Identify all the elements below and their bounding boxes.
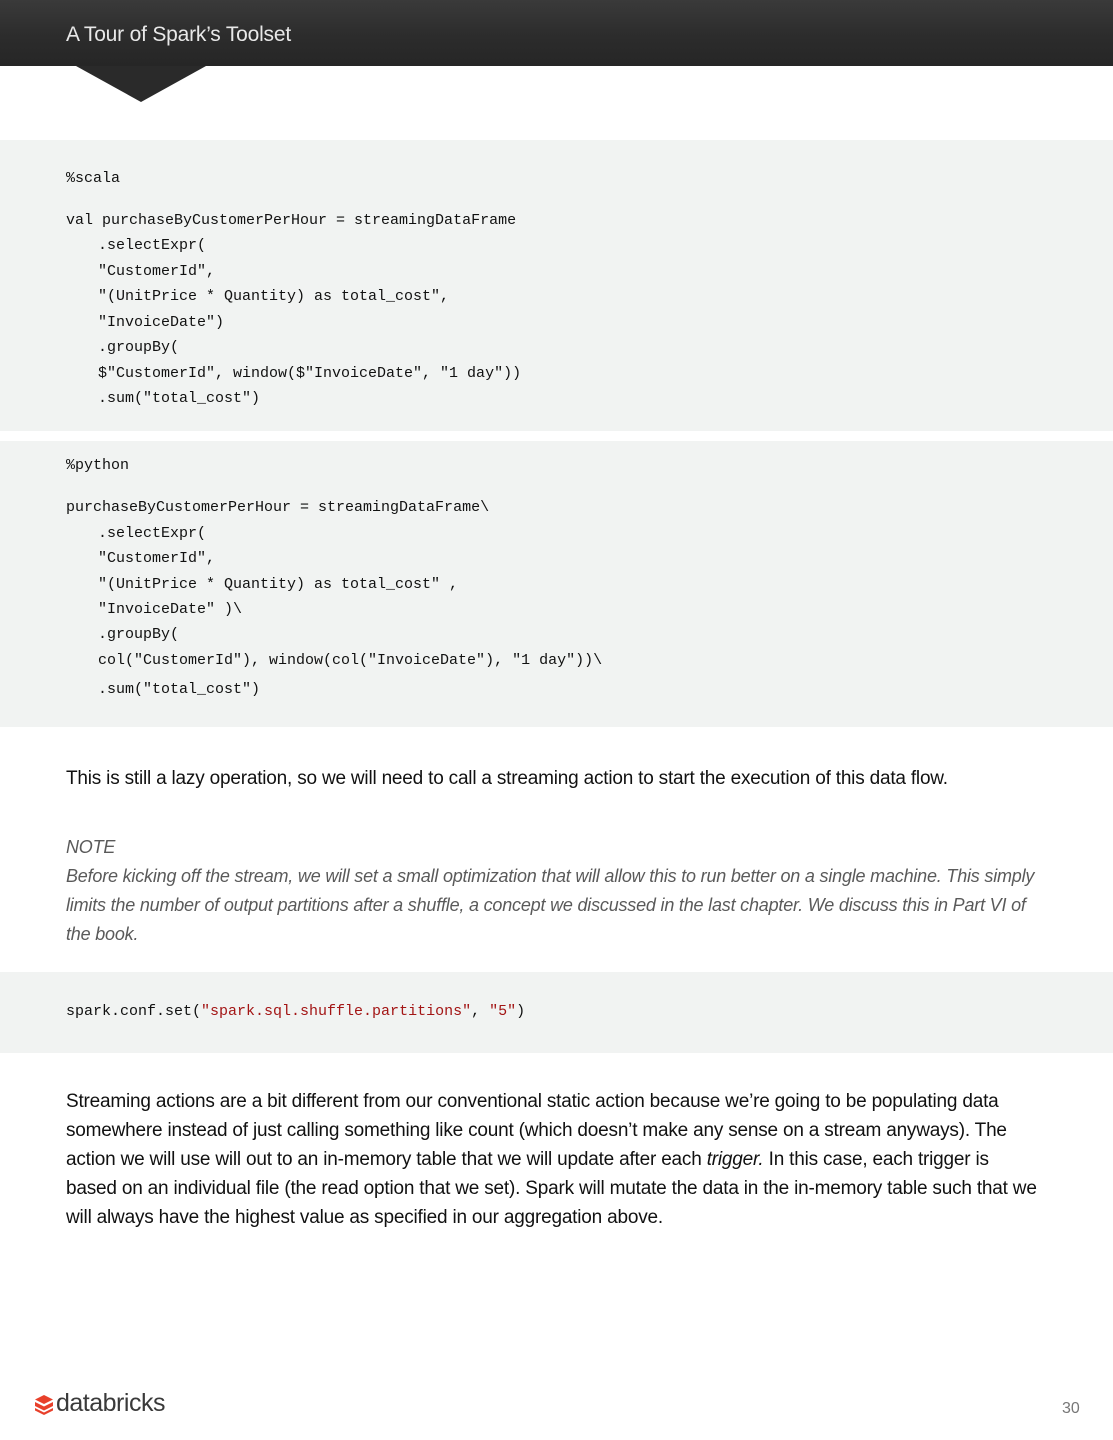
code-line: .selectExpr( xyxy=(98,525,207,542)
code-line: purchaseByCustomerPerHour = streamingDataFrame\ xyxy=(66,499,490,516)
code-line: val purchaseByCustomerPerHour = streamingDataFrame xyxy=(66,212,517,229)
code-line: .groupBy( xyxy=(98,626,180,643)
code-line: col("CustomerId"), window(col("InvoiceDate"), "1 day"))\ xyxy=(98,652,603,669)
note-box xyxy=(66,833,1041,949)
code-text: spark.conf.set( xyxy=(66,1003,202,1020)
code-line: .sum("total_cost") xyxy=(98,681,261,698)
code-line: "InvoiceDate") xyxy=(98,314,225,331)
paragraph-text: In this case, each trigger is based on an individual file (the read option that we set). Spark will mutate the data in the in-memory table such that we will always have the highest value as specified in our aggregation above. xyxy=(66,1149,1037,1228)
code-line: "(UnitPrice * Quantity) as total_cost", xyxy=(98,288,450,305)
string-literal: "5" xyxy=(489,1003,517,1020)
logo-text: databricks xyxy=(56,1389,165,1417)
code-line: "CustomerId", xyxy=(98,550,216,567)
conf-code-block xyxy=(0,972,1113,1053)
header-notch xyxy=(76,66,206,102)
body-paragraph: This is still a lazy operation, so we will need to call a streaming action to start the execution of this data flow. xyxy=(66,768,948,789)
databricks-logo-icon xyxy=(34,1394,54,1416)
code-line: "InvoiceDate" )\ xyxy=(98,601,243,618)
note-label: NOTE xyxy=(66,837,116,857)
code-line: "CustomerId", xyxy=(98,263,216,280)
code-line: "(UnitPrice * Quantity) as total_cost" , xyxy=(98,576,459,593)
page-header xyxy=(0,0,1113,66)
note-text: Before kicking off the stream, we will set a small optimization that will allow this to run better on a single machine. This simply limits the number of output partitions after a shuffle, a concept we discussed in the last chapter. We discuss this in Part VI of the book. xyxy=(66,866,1035,944)
emphasis-text: trigger. xyxy=(706,1149,764,1170)
page-number: 30 xyxy=(1062,1400,1080,1417)
code-line: .selectExpr( xyxy=(98,237,207,254)
python-code-block xyxy=(0,441,1113,727)
paragraph-text: Streaming actions are a bit different from our conventional static action because we’re going to be populating data somewhere instead of just calling something like count (which doesn’t make any sense on a stream anyways). The action we will use will out to an in-memory table that we will update after each xyxy=(66,1091,1007,1170)
code-line: $"CustomerId", window($"InvoiceDate", "1 day")) xyxy=(98,365,522,382)
string-literal: "spark.sql.shuffle.partitions" xyxy=(201,1003,472,1020)
code-text: ) xyxy=(516,1003,526,1020)
code-line: .groupBy( xyxy=(98,339,180,356)
code-text: , xyxy=(471,1003,490,1020)
code-line xyxy=(66,1003,525,1021)
code-line: .sum("total_cost") xyxy=(98,390,261,407)
header-title: A Tour of Spark’s Toolset xyxy=(66,23,291,46)
code-line: %python xyxy=(66,457,130,474)
scala-code-block xyxy=(0,140,1113,431)
code-line: %scala xyxy=(66,170,121,187)
body-paragraph xyxy=(66,1087,1041,1232)
